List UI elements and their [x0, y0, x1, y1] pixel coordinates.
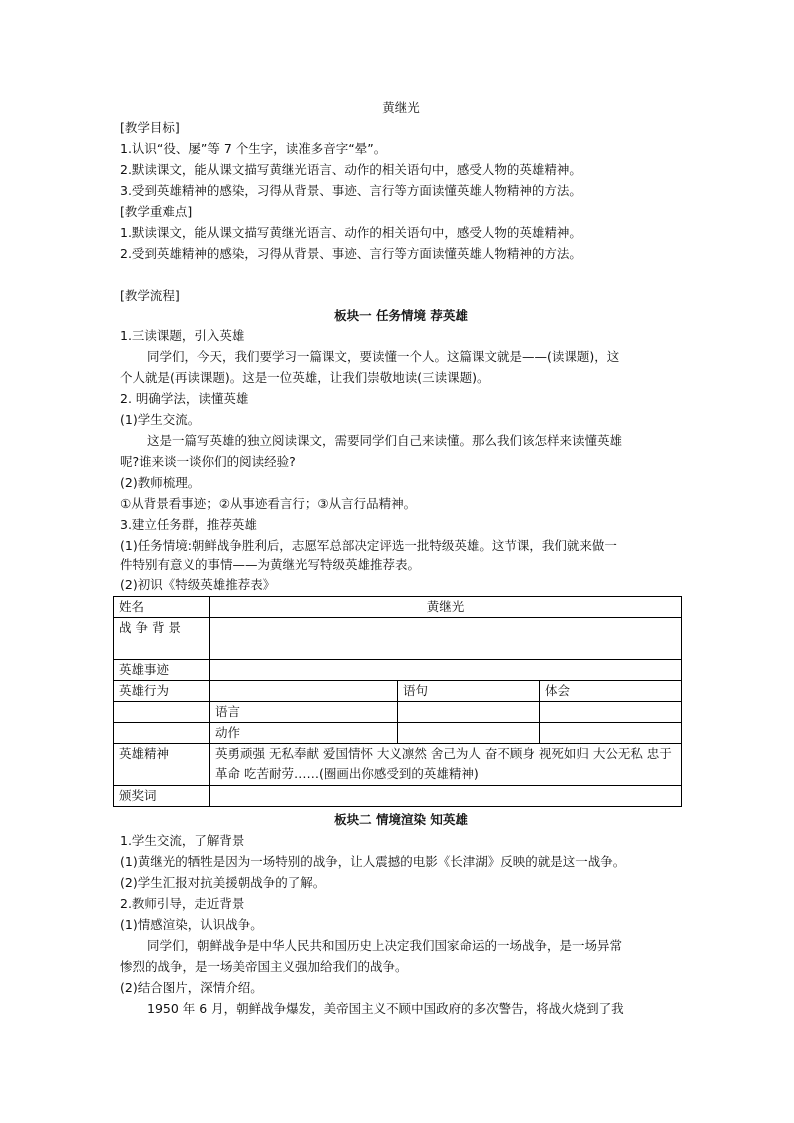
deeds-cell	[210, 660, 682, 681]
sub-item: (1)黄继光的牺牲是因为一场特别的战争，让人震撼的电影《长津湖》反映的就是这一战争。	[120, 854, 626, 869]
empty-cell	[114, 723, 210, 744]
block-title: 板块二 情境渲染 知英雄	[334, 812, 468, 827]
sub-item: (2)教师梳理。	[120, 475, 201, 490]
step-title: 3.建立任务群，推荐英雄	[120, 517, 257, 532]
deeds-label: 英雄事迹	[114, 660, 210, 681]
sub-item: (2)学生汇报对抗美援朝战争的了解。	[120, 875, 326, 890]
language-sentence-cell	[398, 702, 540, 723]
sub-item: (2)初识《特级英雄推荐表》	[120, 577, 276, 592]
sub-item: (1)情感渲染，认识战争。	[120, 917, 263, 932]
goal-item: 3.受到英雄精神的感染，习得从背景、事迹、言行等方面读懂英雄人物精神的方法。	[120, 183, 582, 198]
paragraph-line: 呢?谁来谈一谈你们的阅读经验?	[120, 454, 296, 469]
spirit-value: 英勇顽强 无私奉献 爱国情怀 大义凛然 舍己为人 奋不顾身 视死如归 大公无私 忠于革命 吃苦耐劳……(圈画出你感受到的英雄精神)	[210, 744, 682, 786]
action-feeling-cell	[540, 723, 682, 744]
paragraph-line: 同学们，朝鲜战争是中华人民共和国历史上决定我们国家命运的一场战争，是一场异常	[147, 938, 623, 953]
background-cell	[210, 618, 682, 660]
award-label: 颁奖词	[114, 786, 210, 807]
name-label: 姓名	[114, 597, 210, 618]
key-item: 1.默读课文，能从课文描写黄继光语言、动作的相关语句中，感受人物的英雄精神。	[120, 225, 582, 240]
block-title: 板块一 任务情境 荐英雄	[334, 308, 468, 323]
paragraph-line: 惨烈的战争，是一场美帝国主义强加给我们的战争。	[120, 959, 408, 974]
goal-item: 1.认识“役、屡”等 7 个生字，读准多音字“晕”。	[120, 141, 387, 156]
behavior-label: 英雄行为	[114, 681, 210, 702]
key-item: 2.受到英雄精神的感染，习得从背景、事迹、言行等方面读懂英雄人物精神的方法。	[120, 246, 582, 261]
sentence-header: 语句	[398, 681, 540, 702]
flow-header: [教学流程]	[120, 288, 180, 303]
goals-header: [教学目标]	[120, 120, 180, 135]
step-title: 2.教师引导，走近背景	[120, 896, 245, 911]
paragraph-line: 件特别有意义的事情——为黄继光写特级英雄推荐表。	[120, 557, 421, 572]
sub-item: (1)学生交流。	[120, 412, 201, 427]
doc-title: 黄继光	[382, 100, 420, 115]
paragraph-line: 这是一篇写英雄的独立阅读课文，需要同学们自己来读懂。那么我们该怎样来读懂英雄	[147, 433, 623, 448]
empty-cell	[114, 702, 210, 723]
paragraph-line: 个人就是(再读课题)。这是一位英雄，让我们崇敬地读(三读课题)。	[120, 370, 490, 385]
award-cell	[210, 786, 682, 807]
paragraph-line: 同学们，今天，我们要学习一篇课文，要读懂一个人。这篇课文就是——(读课题)，这	[147, 349, 620, 364]
goal-item: 2.默读课文，能从课文描写黄继光语言、动作的相关语句中，感受人物的英雄精神。	[120, 162, 582, 177]
sub-item: (2)结合图片，深情介绍。	[120, 980, 263, 995]
step-title: 1.三读课题，引入英雄	[120, 328, 245, 343]
language-row-label: 语言	[210, 702, 398, 723]
name-value: 黄继光	[210, 597, 682, 618]
feeling-header: 体会	[540, 681, 682, 702]
action-sentence-cell	[398, 723, 540, 744]
paragraph-line: 1950 年 6 月，朝鲜战争爆发，美帝国主义不顾中国政府的多次警告，将战火烧到了我	[147, 1001, 624, 1016]
step-title: 1.学生交流，了解背景	[120, 833, 245, 848]
action-row-label: 动作	[210, 723, 398, 744]
recommendation-table	[113, 596, 682, 807]
step-title: 2. 明确学法，读懂英雄	[120, 391, 249, 406]
behavior-type-header	[210, 681, 398, 702]
methods-line: ①从背景看事迹；②从事迹看言行；③从言行品精神。	[120, 496, 417, 511]
key-header: [教学重难点]	[120, 204, 193, 219]
language-feeling-cell	[540, 702, 682, 723]
spirit-label: 英雄精神	[114, 744, 210, 786]
paragraph-line: (1)任务情境:朝鲜战争胜利后，志愿军总部决定评选一批特级英雄。这节课，我们就来做一	[120, 538, 617, 553]
background-label: 战 争 背 景	[114, 618, 210, 660]
